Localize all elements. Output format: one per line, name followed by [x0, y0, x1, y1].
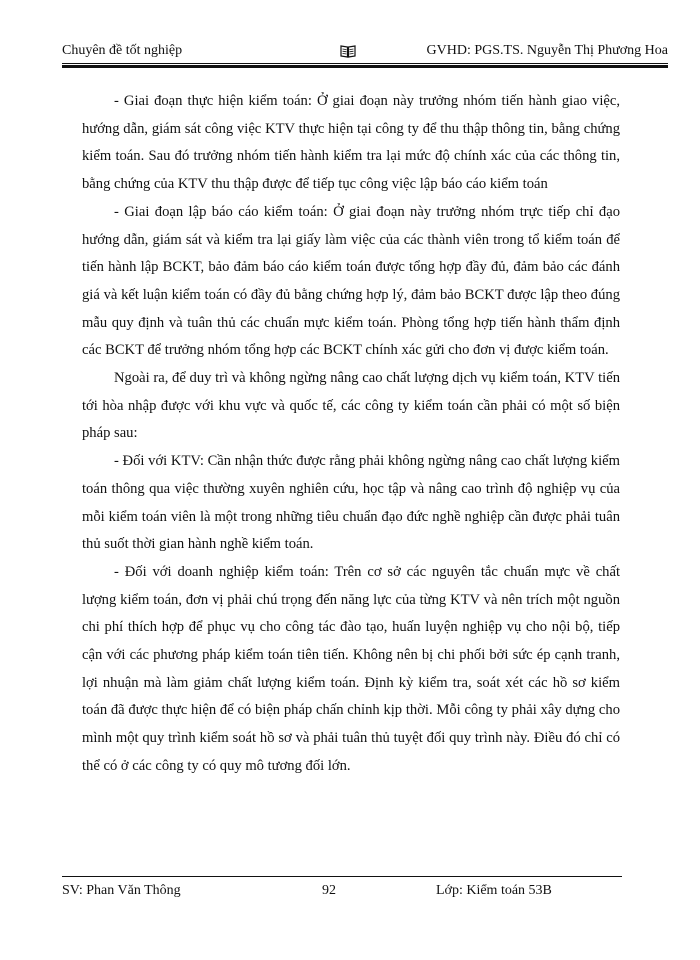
- paragraph-for-auditors: - Đối với KTV: Cần nhận thức được rằng phải không ngừng nâng cao chất lượng kiểm toán thông qua việc thường xuyên nghiên cứu, học tập và nâng cao trình độ nghiệp vụ của mỗi kiểm toán viên là một trong những tiêu chuẩn đạo đức nghề nghiệp cần được phải tuân thủ suốt thời gian hành nghề kiểm toán.: [82, 453, 620, 553]
- header-divider-thin: [62, 63, 668, 64]
- body-text: [82, 88, 620, 781]
- header-document-type: Chuyên đề tốt nghiệp: [62, 43, 183, 58]
- header-divider-thick: [62, 65, 668, 68]
- page-footer: [62, 880, 622, 902]
- paragraph-reporting-phase: - Giai đoạn lập báo cáo kiểm toán: Ở giai đoạn này trưởng nhóm trực tiếp chỉ đạo hướng dẫn, giám sát và kiểm tra lại giấy làm việc của các thành viên trong tổ kiểm toán để tiến hành lập BCKT, bảo đảm báo cáo kiểm toán được tổng hợp đầy đủ, đảm bảo các đánh giá và kết luận kiểm toán có đầy đủ bằng chứng hợp lý, đảm bảo BCKT được lập theo đúng mẫu quy định và tuân thủ các chuẩn mực kiểm toán. Phòng tổng hợp tiến hành thẩm định các BCKT để trưởng nhóm tổng hợp các BCKT chính xác gửi cho đơn vị được kiểm toán.: [82, 203, 620, 359]
- header-advisor: GVHD: PGS.TS. Nguyễn Thị Phương Hoa: [426, 43, 668, 58]
- paragraph-execution-phase: - Giai đoạn thực hiện kiểm toán: Ở giai đoạn này trưởng nhóm tiến hành giao việc, hướng dẫn, giám sát công việc KTV thực hiện tại công ty để thu thập thông tin, bằng chứng kiểm toán. Sau đó trưởng nhóm tiến hành kiểm tra lại mức độ chính xác của các thông tin, bằng chứng của KTV thu thập được để tiếp tục công việc lập báo cáo kiểm toán: [82, 93, 620, 193]
- footer-student: SV: Phan Văn Thông: [62, 883, 181, 898]
- footer-divider: [62, 876, 622, 877]
- page-number: 92: [322, 883, 336, 898]
- page-header: [62, 40, 668, 62]
- footer-class: Lớp: Kiểm toán 53B: [436, 883, 552, 898]
- paragraph-measures-intro: Ngoài ra, để duy trì và không ngừng nâng cao chất lượng dịch vụ kiểm toán, KTV tiến tới hòa nhập được với khu vực và quốc tế, các công ty kiểm toán cần phải có một số biện pháp sau:: [82, 370, 620, 442]
- open-book-icon: [340, 44, 356, 58]
- paragraph-for-audit-firms: - Đối với doanh nghiệp kiểm toán: Trên cơ sở các nguyên tắc chuẩn mực về chất lượng kiểm toán, đơn vị phải chú trọng đến năng lực của từng KTV và nên trích một nguồn chi phí thích hợp để phục vụ cho công tác đào tạo, huấn luyện nghiệp vụ cho nội bộ, tiếp cận với các phương pháp kiểm toán tiên tiến. Không nên bị chi phối bởi sức ép cạnh tranh, lợi nhuận mà làm giảm chất lượng kiểm toán. Định kỳ kiểm tra, soát xét các hồ sơ kiểm toán đã được thực hiện để có biện pháp chấn chỉnh kịp thời. Mỗi công ty phải xây dựng cho mình một quy trình kiểm soát hồ sơ và phải tuân thủ tuyệt đối quy trình này. Điều đó chỉ có thể có ở các công ty có quy mô tương đối lớn.: [82, 563, 620, 774]
